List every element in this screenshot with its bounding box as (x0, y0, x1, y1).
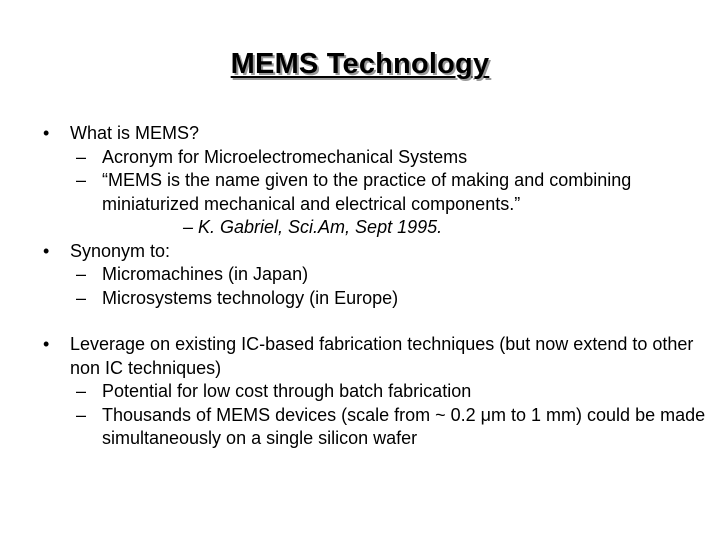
bullet-text: Leverage on existing IC-based fabrication techniques (but now extend to other non IC techniques) (70, 334, 694, 378)
sub-bullet-acronym (0, 146, 720, 170)
bullet-marker: • (43, 334, 50, 354)
sub-bullet-text: Microsystems technology (in Europe) (102, 287, 399, 308)
sub-bullet-marker: – (76, 146, 87, 167)
bullet-text: Synonym to: (70, 240, 171, 261)
bullet-what-is-mems (0, 122, 720, 146)
sub-bullet-micromachines (0, 263, 720, 287)
sub-bullet-marker: – (76, 404, 87, 425)
sub-bullet-text: Micromachines (in Japan) (102, 264, 309, 284)
sub-bullet-text: Thousands of MEMS devices (scale from ~ 0.2 μm to 1 mm) could be made simultaneously on a single silicon wafer (102, 404, 706, 448)
sub-bullet-marker: – (76, 381, 87, 401)
slide-title: MEMS Technology (230, 48, 490, 80)
sub-bullet-thousands (0, 404, 720, 451)
sub-bullet-marker: – (76, 287, 87, 308)
sub-bullet-marker: – (76, 170, 87, 190)
sub-bullet-text: Potential for low cost through batch fabrication (102, 381, 472, 401)
bullet-text: What is MEMS? (70, 123, 200, 143)
sub-bullet-microsystems (0, 287, 720, 311)
sub-bullet-marker: – (76, 264, 87, 284)
bullet-marker: • (43, 240, 50, 261)
sub-bullet-text: “MEMS is the name given to the practice of making and combining miniaturized mechanical and electrical components.” (102, 170, 632, 214)
slide-body (0, 122, 720, 451)
sub-bullet-quote (0, 169, 720, 216)
quote-citation: – K. Gabriel, Sci.Am, Sept 1995. (183, 217, 443, 237)
sub-bullet-text: Acronym for Microelectromechanical Systems (102, 146, 468, 167)
bullet-leverage (0, 333, 720, 380)
sub-bullet-low-cost (0, 380, 720, 404)
spacer (0, 310, 720, 333)
bullet-synonym (0, 240, 720, 264)
bullet-marker: • (43, 123, 50, 143)
